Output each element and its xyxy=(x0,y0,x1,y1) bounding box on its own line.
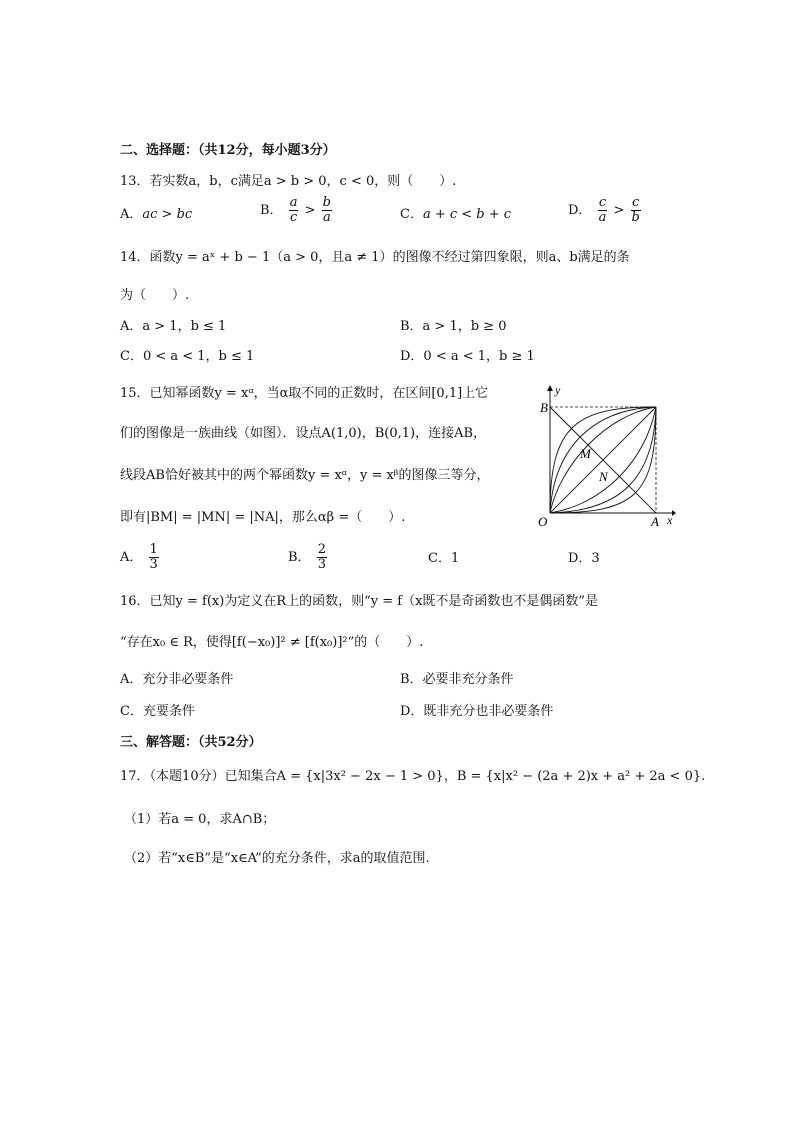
q16-option-a: A．充分非必要条件 xyxy=(120,672,234,687)
q17-part2: （2）若“x∈B”是“x∈A”的充分条件，求a的取值范围. xyxy=(124,851,430,866)
label-o: O xyxy=(538,514,548,529)
q15-line1: 15．已知幂函数y = xᵅ，当α取不同的正数时，在区间[0,1]上它 xyxy=(120,386,489,401)
fraction: $\frac{a}{c}$ xyxy=(289,195,298,225)
q14-option-b: B．a > 1，b ≥ 0 xyxy=(400,319,507,334)
power-function-figure xyxy=(536,385,676,530)
label-m: M xyxy=(580,446,591,461)
section-heading-solution: 三、解答题：（共52分） xyxy=(120,735,262,750)
option-label: B． xyxy=(260,203,283,218)
fraction: $\frac{1}{3}$ xyxy=(149,542,158,572)
label-x-axis: x xyxy=(667,513,673,527)
option-label: C． xyxy=(400,207,423,222)
q17-stem: 17．（本题10分）已知集合A = {x|3x² − 2x − 1 > 0}，B = {x|x² − (2a + 2)x + a² + 2a < 0}. xyxy=(120,769,706,784)
q15-line2: 们的图像是一族曲线（如图）．设点A(1,0)，B(0,1)，连接AB， xyxy=(120,426,487,441)
q13-stem: 13．若实数a，b，c满足a > b > 0，c < 0，则（ ）. xyxy=(120,174,457,189)
option-text: ac > bc xyxy=(142,207,193,222)
label-y-axis: y xyxy=(555,385,561,397)
q15-option-a xyxy=(120,543,161,572)
q15-option-c: C．1 xyxy=(428,551,460,566)
q16-line2: “存在x₀ ∈ R，使得[f(−x₀)]² ≠ [f(x₀)]²”的（ ）. xyxy=(120,635,424,650)
label-a: A xyxy=(651,514,659,529)
fraction: $\frac{2}{3}$ xyxy=(317,542,326,572)
q14-option-d: D．0 < a < 1，b ≥ 1 xyxy=(400,349,535,364)
q16-option-d: D．既非充分也非必要条件 xyxy=(400,704,554,719)
fraction: $\frac{b}{a}$ xyxy=(322,195,331,225)
option-text: a + c < b + c xyxy=(422,207,512,222)
option-label: B． xyxy=(288,550,311,565)
q14-stem-line1: 14．函数y = aˣ + b − 1（a > 0，且a ≠ 1）的图像不经过第四象限，则a、b满足的条 xyxy=(120,250,630,265)
q17-part1: （1）若a = 0，求A∩B； xyxy=(124,812,276,827)
option-label: A． xyxy=(120,207,143,222)
label-b: B xyxy=(540,400,548,415)
q15-line3: 线段AB恰好被其中的两个幂函数y = xᵅ，y = xᵝ的图像三等分， xyxy=(120,468,490,483)
q14-option-c: C．0 < a < 1，b ≤ 1 xyxy=(120,349,255,364)
option-label: A． xyxy=(120,550,143,565)
q16-line1: 16．已知y = f(x)为定义在R上的函数，则“y = f（x既不是奇函数也不是偶函数”是 xyxy=(120,594,599,609)
q14-stem-line2: 为（ ）. xyxy=(120,288,190,303)
q13-option-c xyxy=(400,205,511,225)
q15-line4: 即有|BM| = |MN| = |NA|，那么αβ =（ ）. xyxy=(120,510,406,525)
fraction: $\frac{c}{b}$ xyxy=(631,195,640,225)
q16-option-b: B．必要非充分条件 xyxy=(400,672,514,687)
q16-option-c: C．充要条件 xyxy=(120,704,195,719)
relation: > xyxy=(613,203,625,218)
fraction: $\frac{c}{a}$ xyxy=(598,195,607,225)
relation: > xyxy=(304,203,316,218)
label-n: N xyxy=(599,469,608,484)
option-label: D． xyxy=(568,203,592,218)
q14-option-a: A．a > 1，b ≤ 1 xyxy=(120,319,227,334)
q15-option-d: D．3 xyxy=(568,551,600,566)
q15-option-b xyxy=(288,543,329,572)
section-heading-choice: 二、选择题：（共12分，每小题3分） xyxy=(120,143,336,158)
q13-option-a xyxy=(120,205,192,225)
q13-option-b xyxy=(260,196,334,225)
q13-option-d xyxy=(568,196,643,225)
